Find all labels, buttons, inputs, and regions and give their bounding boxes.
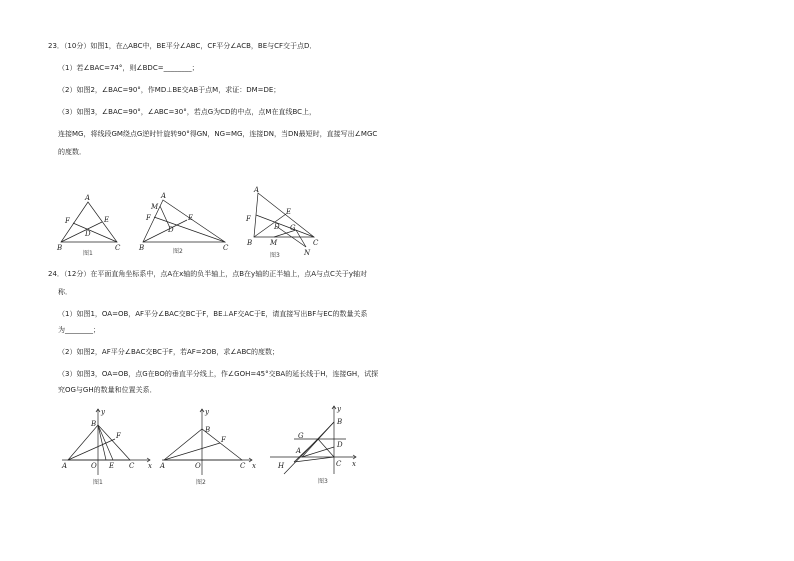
label-x: x (252, 462, 256, 470)
label-E: E (286, 208, 292, 216)
label-F: F (65, 217, 70, 225)
label-C: C (115, 244, 121, 252)
q24-part3: （3）如图3，OA=OB，点G在BO的垂直平分线上，作∠GOH=45°交BA的延长线于H，连接GH，试探 (58, 370, 379, 378)
label-B: B (205, 426, 211, 434)
label-N: N (304, 249, 311, 257)
label-O: O (195, 462, 201, 470)
label-D: D (168, 226, 174, 234)
label-M: M (151, 203, 159, 211)
label-F: F (116, 432, 121, 440)
q23-part2: （2）如图2，∠BAC=90°，作MD⊥BE交AB于点M，求证：DM=DE； (58, 86, 281, 94)
q23-figure-2 (137, 190, 237, 260)
label-A: A (296, 447, 302, 455)
label-x: x (352, 460, 356, 468)
q23-part3-cont: 连接MG，将线段GM绕点G逆时针旋转90°得GN，NG=MG，连接DN，当DN最短时，直接写出∠MGC (58, 130, 378, 138)
label-A: A (62, 462, 68, 470)
caption-fig3: 图3 (270, 252, 280, 259)
caption-fig1: 图1 (93, 479, 103, 486)
label-A: A (161, 192, 167, 200)
caption-fig3: 图3 (318, 478, 328, 485)
q24-part1: （1）如图1，OA=OB，AF平分∠BAC交BC于F，BE⊥AF交AC于E，请直接写出BF与EC的数量关系 (58, 310, 368, 318)
label-C: C (313, 239, 319, 247)
label-E: E (104, 216, 110, 224)
label-H: H (278, 462, 285, 470)
q23-part3-end: 的度数． (58, 148, 86, 156)
label-F: F (221, 436, 226, 444)
label-B: B (57, 244, 63, 252)
label-B: B (337, 418, 343, 426)
q24-figure-2 (158, 405, 258, 485)
label-D: D (274, 223, 280, 231)
q24-part2: （2）如图2，AF平分∠BAC交BC于F，若AF=2OB，求∠ABC的度数； (58, 348, 280, 356)
label-B: B (139, 244, 145, 252)
label-y: y (101, 408, 105, 416)
label-y: y (337, 405, 341, 413)
q24-figure-1 (58, 405, 158, 485)
label-F: F (146, 214, 151, 222)
q24-part1-cont: 为________； (58, 326, 100, 334)
q23-figure-3 (240, 185, 330, 265)
q23-part3: （3）如图3，∠BAC=90°，∠ABC=30°，若点G为CD的中点，点M在直线BC上， (58, 108, 317, 116)
q24-figure-3 (268, 402, 368, 487)
label-y: y (205, 408, 209, 416)
label-G: G (298, 432, 304, 440)
label-O: O (91, 462, 97, 470)
caption-fig1: 图1 (83, 250, 93, 257)
label-x: x (148, 462, 152, 470)
label-C: C (223, 244, 229, 252)
label-C: C (129, 462, 135, 470)
label-D: D (337, 441, 343, 449)
q23-part1: （1）若∠BAC=74°，则∠BDC=________； (58, 64, 199, 72)
label-E: E (109, 462, 115, 470)
label-B: B (91, 420, 97, 428)
q23-header: 23．（10分）如图1，在△ABC中，BE平分∠ABC，CF平分∠ACB，BE与CF交于点D． (48, 42, 317, 50)
label-C: C (240, 462, 246, 470)
label-B: B (247, 239, 253, 247)
label-M: M (270, 239, 278, 247)
q24-header: 24．（12分）在平面直角坐标系中，点A在x轴的负半轴上，点B在y轴的正半轴上，点A与点C关于y轴对 (48, 270, 368, 278)
label-A: A (254, 186, 260, 194)
q23-figure-1 (55, 190, 135, 260)
label-A: A (160, 462, 166, 470)
q24-part3-cont: 究OG与GH的数量和位置关系． (58, 386, 157, 394)
label-D: D (85, 230, 91, 238)
label-G: G (290, 224, 296, 232)
label-E: E (188, 214, 194, 222)
caption-fig2: 图2 (196, 479, 206, 486)
label-C: C (336, 460, 342, 468)
label-F: F (246, 215, 251, 223)
caption-fig2: 图2 (173, 248, 183, 255)
q24-header-cont: 称． (58, 288, 72, 296)
label-A: A (85, 194, 91, 202)
